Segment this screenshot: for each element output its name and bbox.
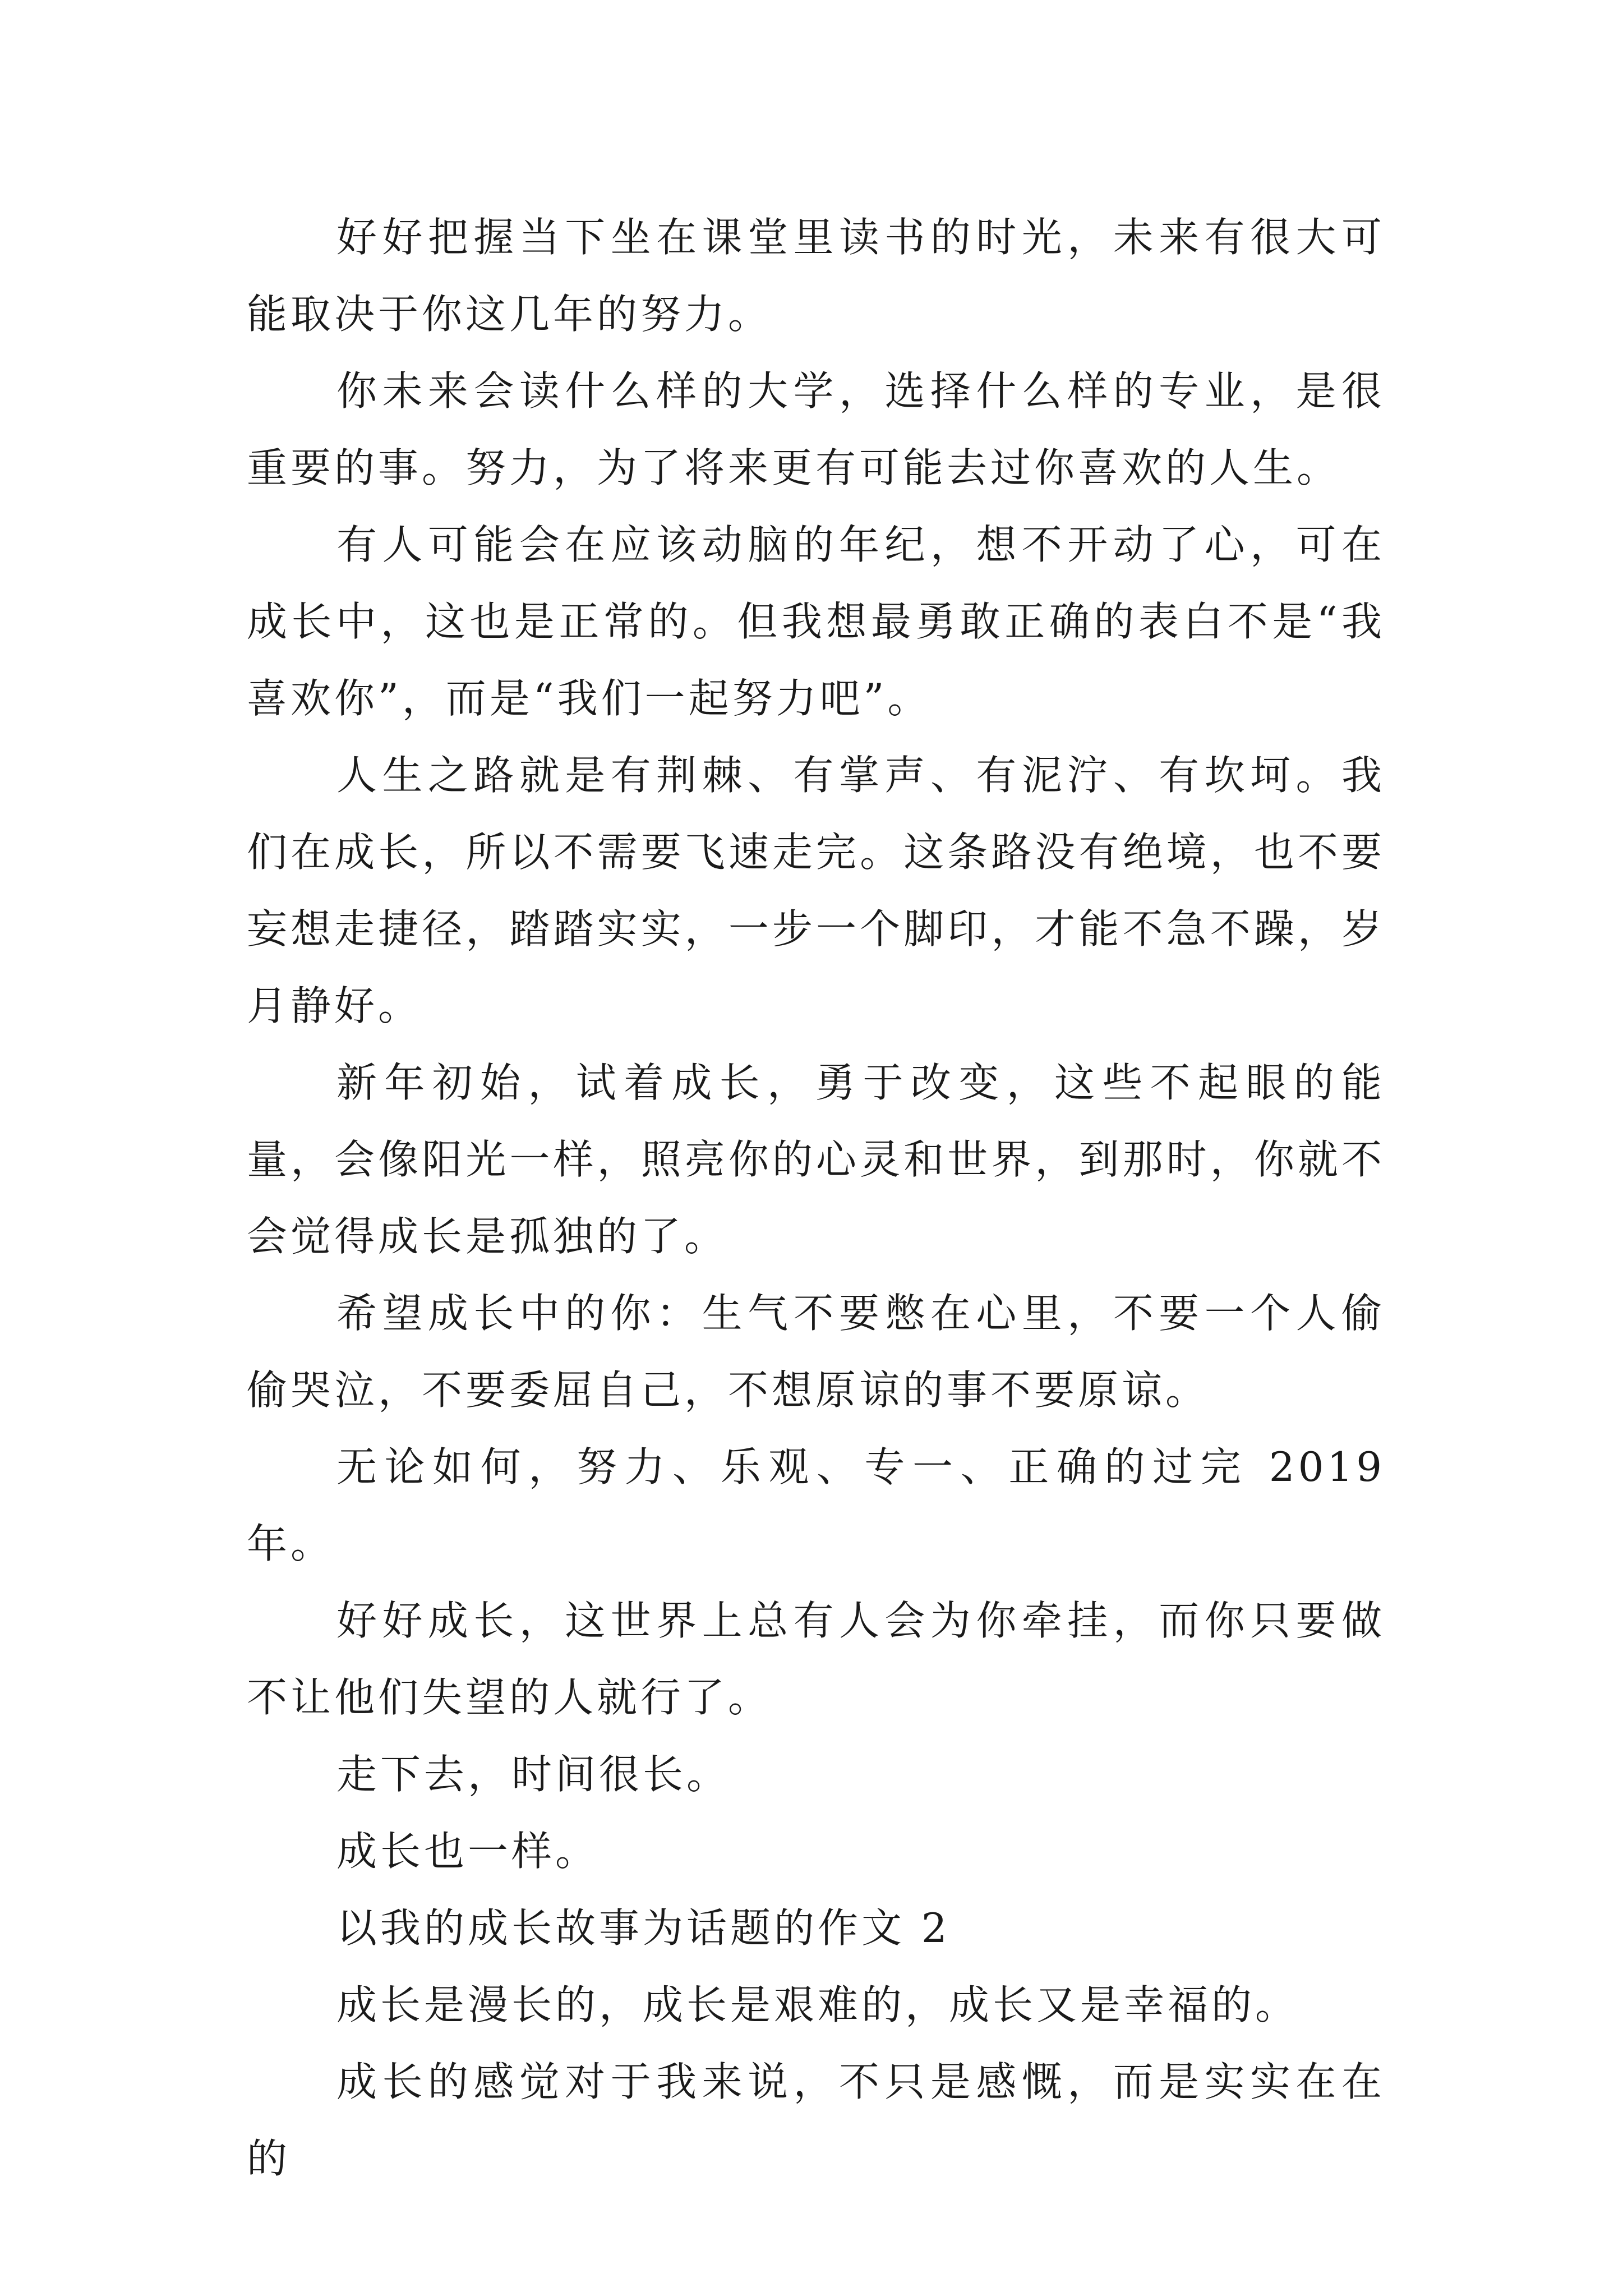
paragraph-8: 好好成长，这世界上总有人会为你牵挂，而你只要做不让他们失望的人就行了。 — [247, 1597, 1385, 1721]
paragraph-11: 成长是漫长的，成长是艰难的，成长又是幸福的。 — [336, 1981, 1299, 2028]
paragraph-10: 成长也一样。 — [336, 1828, 600, 1875]
paragraph-2: 你未来会读什么样的大学，选择什么样的专业，是很重要的事。努力，为了将来更有可能去过你喜欢的人生。 — [247, 367, 1385, 491]
section-heading: 以我的成长故事为话题的作文 2 — [336, 1904, 951, 1952]
paragraph-12: 成长的感觉对于我来说，不只是感慨，而是实实在在的 — [247, 2058, 1385, 2182]
paragraph-1: 好好把握当下坐在课堂里读书的时光，未来有很大可能取决于你这几年的努力。 — [247, 214, 1385, 338]
paragraph-3: 有人可能会在应该动脑的年纪，想不开动了心，可在成长中，这也是正常的。但我想最勇敢正确的表白不是“我喜欢你”，而是“我们一起努力吧”。 — [247, 521, 1385, 722]
paragraph-5: 新年初始，试着成长，勇于改变，这些不起眼的能量，会像阳光一样，照亮你的心灵和世界，到那时，你就不会觉得成长是孤独的了。 — [247, 1059, 1385, 1260]
paragraph-9: 走下去，时间很长。 — [336, 1751, 731, 1798]
paragraph-4: 人生之路就是有荆棘、有掌声、有泥泞、有坎坷。我们在成长，所以不需要飞速走完。这条路没有绝境，也不要妄想走捷径，踏踏实实，一步一个脚印，才能不急不躁，岁月静好。 — [247, 752, 1385, 1029]
document-body — [247, 199, 1385, 2197]
paragraph-7: 无论如何，努力、乐观、专一、正确的过完 2019 年。 — [247, 1443, 1385, 1567]
paragraph-6: 希望成长中的你：生气不要憋在心里，不要一个人偷偷哭泣，不要委屈自己，不想原谅的事不要原谅。 — [247, 1290, 1385, 1414]
